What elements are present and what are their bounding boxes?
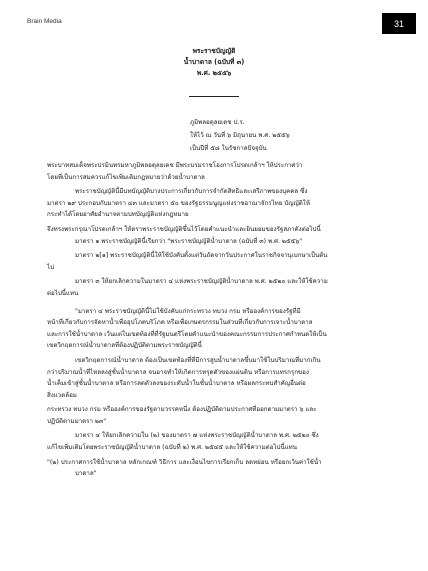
section-4-line: มาตรา ๔ ให้ยกเลิกความใน (๒) ของมาตรา ๗ แห่งพระราชบัญญัติน้ำบาดาล พ.ศ. ๒๕๒๐ ซึ่ง <box>75 432 319 440</box>
body-line: ปฏิบัติตามมาตรา ๒๓" <box>47 417 107 425</box>
signature-name: ภูมิพลอดุลยเดช ป.ร. <box>190 119 245 126</box>
section-2-line: มาตรา ๒[๑] พระราชบัญญัตินี้ให้ใช้บังคับตั้งแต่วันถัดจากวันประกาศในราชกิจจานุเบกษาเป็นต้น <box>75 252 328 260</box>
body-line: สิ่งแวดล้อม <box>47 391 77 399</box>
body-line: จึงทรงพระกรุณาโปรดเกล้าฯ ให้ตราพระราชบัญญัติขึ้นไว้โดยคำแนะนำและยินยอมของรัฐสภาดังต่อไปนี้ <box>47 225 321 233</box>
title-line-3: พ.ศ. ๒๕๕๖ <box>196 69 232 77</box>
body-line: บาดาล" <box>75 470 97 478</box>
body-line: น้ำเค็มเข้าสู่ชั้นน้ำบาดาล หรือการลดตัวลงของระดับน้ำในชั้นน้ำบาดาล หรือผลกระทบสำคัญอื่นต่อ <box>47 380 306 388</box>
body-line: แก้ไขเพิ่มเติมโดยพระราชบัญญัติน้ำบาดาล (ฉบับที่ ๒) พ.ศ. ๒๕๔๕ และให้ใช้ความต่อไปนี้แทน <box>47 444 297 452</box>
body-line: กระทรวง ทบวง กรม หรือองค์การของรัฐตามวรรคหนึ่ง ต้องปฏิบัติตามประกาศที่ออกตามมาตรา ๖ และ <box>47 406 317 414</box>
body-line: พระราชบัญญัตินี้มีบทบัญญัติบางประการเกี่ยวกับการจำกัดสิทธิและเสรีภาพของบุคคล ซึ่ง <box>75 188 308 196</box>
body-line: เขตวิกฤตการณ์น้ำบาดาล ต้องเป็นเขตท้องที่ที่มีการสูบน้ำบาดาลขึ้นมาใช้ในปริมาณที่มากเกิน <box>75 356 321 364</box>
body-line: กว่าปริมาณน้ำที่ไหลลงสู่ชั้นน้ำบาดาล จนอาจทำให้เกิดการทรุดตัวของแผ่นดิน หรือการแทรกรุกของ <box>47 368 309 376</box>
body-line: และการใช้น้ำบาดาล เว้นแต่ในเขตท้องที่ที่รัฐมนตรีโดยคำแนะนำของคณะกรรมการประกาศกำหนดให้เป็น <box>47 330 327 338</box>
body-line: กระทำได้โดยอาศัยอำนาจตามบทบัญญัติแห่งกฎหมาย <box>47 211 189 219</box>
body-line: พระบาทสมเด็จพระปรมินทรมหาภูมิพลอดุลยเดช มีพระบรมราชโองการโปรดเกล้าฯ ให้ประกาศว่า <box>47 162 303 169</box>
royal-signature-block <box>190 116 390 155</box>
title-line-1: พระราชบัญญัติ <box>192 47 236 55</box>
body-line: โดยที่เป็นการสมควรแก้ไขเพิ่มเติมกฎหมายว่าด้วยน้ำบาดาล <box>47 173 205 181</box>
document-body <box>47 160 393 480</box>
quoted-section-4-line: "มาตรา ๔ พระราชบัญญัตินี้ไม่ใช้บังคับแก่กระทรวง ทบวง กรม หรือองค์การของรัฐที่มี <box>75 307 301 315</box>
signature-reign-year: เป็นปีที่ ๕๘ ในรัชกาลปัจจุบัน <box>190 145 267 152</box>
document-title <box>0 46 428 79</box>
body-line: ต่อไปนี้แทน <box>47 289 79 297</box>
body-line: ไป <box>47 263 55 271</box>
header-source: Brain Media <box>27 18 62 25</box>
section-1-line: มาตรา ๑ พระราชบัญญัตินี้เรียกว่า "พระราชบัญญัติน้ำบาดาล (ฉบับที่ ๓) พ.ศ. ๒๕๕๖" <box>75 237 303 245</box>
page-number-badge: 31 <box>382 13 416 34</box>
body-line: "(๒) ประกาศการใช้น้ำบาดาล หลักเกณฑ์ วิธีการ และเงื่อนไขการเรียกเก็บ ลดหย่อน หรือยกเว้นค่าใช้น้ำ <box>47 458 322 466</box>
title-line-2: น้ำบาดาล (ฉบับที่ ๓) <box>183 58 245 66</box>
signature-date: ให้ไว้ ณ วันที่ ๖ มิถุนายน พ.ศ. ๒๕๕๖ <box>190 132 290 139</box>
body-line: มาตรา ๒๙ ประกอบกับมาตรา ๔๓ และมาตรา ๕๐ ของรัฐธรรมนูญแห่งราชอาณาจักรไทย บัญญัติให้ <box>47 199 310 207</box>
body-line: เขตวิกฤตการณ์น้ำบาดาลที่ต้องปฏิบัติตามพระราชบัญญัตินี้ <box>47 342 202 350</box>
title-divider <box>189 96 239 97</box>
section-3-line: มาตรา ๓ ให้ยกเลิกความในมาตรา ๔ แห่งพระราชบัญญัติน้ำบาดาล พ.ศ. ๒๕๒๐ และให้ใช้ความ <box>75 278 328 286</box>
body-line: หน้าที่เกี่ยวกับการจัดหาน้ำเพื่ออุปโภคบริโภค หรือเพื่อเกษตรกรรมในส่วนที่เกี่ยวกับการเจาะน้ำบาดาล <box>47 319 313 327</box>
